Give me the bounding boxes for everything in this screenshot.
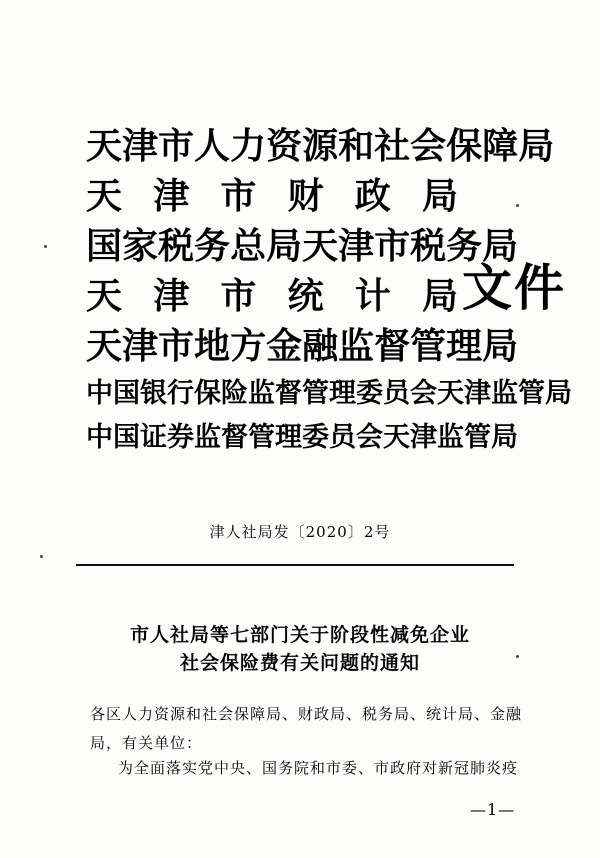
notice-title-line-2: 社会保险费有关问题的通知: [179, 652, 420, 674]
notice-title-line-1: 市人社局等七部门关于阶段性减免企业: [129, 624, 470, 646]
issuer-line-6: 中 国 银 行 保 险 监 督 管 理 委 员 会 天 津 监 管 局: [86, 377, 572, 409]
page-number: —1—: [470, 800, 516, 819]
scan-speck: [516, 655, 519, 658]
body-paragraph-start: 为全面落实党中央、国务院和市委、市政府对新冠肺炎疫: [118, 759, 519, 777]
red-header-divider: [76, 564, 514, 566]
issuer-line-1: 天 津 市 人 力 资 源 和 社 会 保 障 局: [86, 125, 555, 167]
scan-speck: [516, 204, 519, 207]
issuer-line-4: 天 津 市 统 计 局: [86, 275, 458, 317]
issuer-line-2: 天 津 市 财 政 局: [86, 175, 458, 217]
document-label: 文件: [462, 259, 566, 317]
issuer-line-3: 国 家 税 务 总 局 天 津 市 税 务 局: [86, 225, 519, 267]
scan-speck: [40, 555, 43, 558]
document-number: 津人社局发〔2020〕2号: [209, 523, 391, 541]
recipient-line-2: 局，有关单位：: [90, 734, 203, 752]
issuer-line-5: 天 津 市 地 方 金 融 监 督 管 理 局: [86, 325, 519, 367]
scan-speck: [44, 245, 47, 248]
issuer-line-7: 中 国 证 券 监 督 管 理 委 员 会 天 津 监 管 局: [86, 421, 518, 453]
recipient-line-1: 各区人力资源和社会保障局、财政局、税务局、统计局、金融: [90, 705, 523, 723]
